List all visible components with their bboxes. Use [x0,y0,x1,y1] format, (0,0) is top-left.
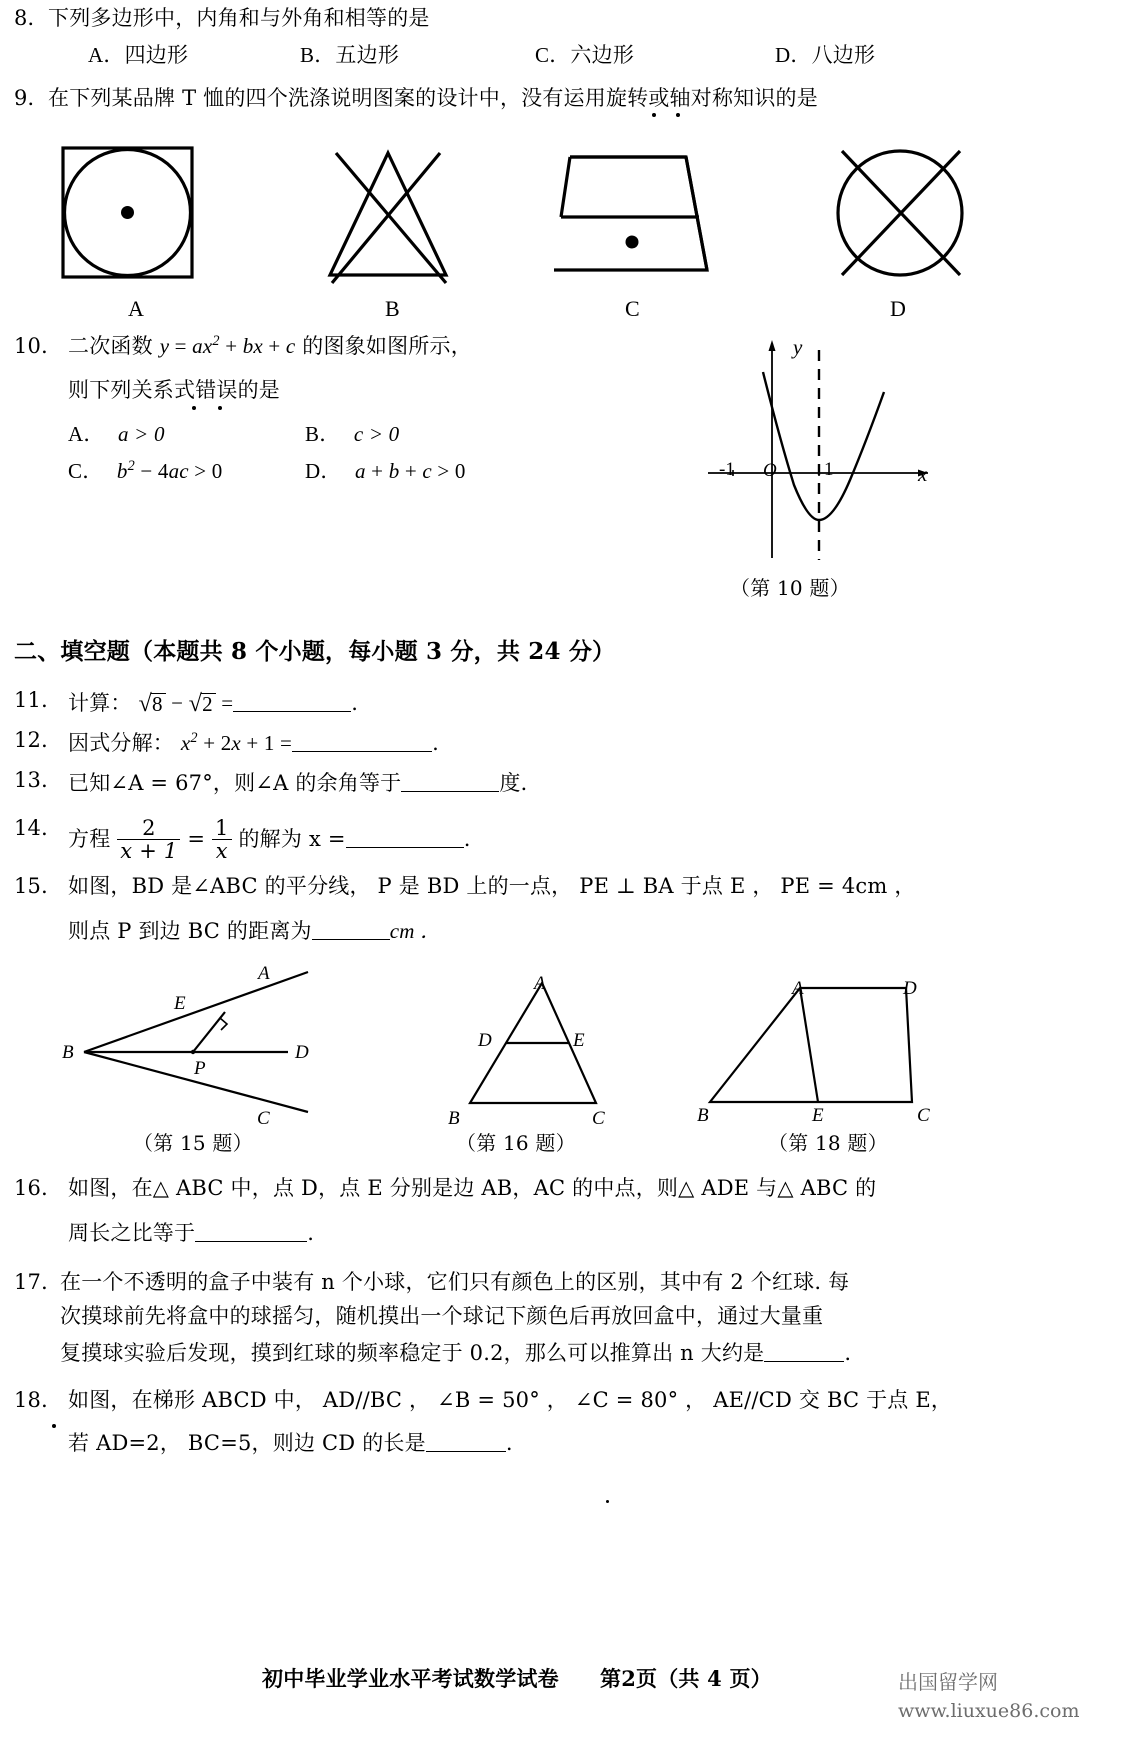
q18-figure-trapezoid [700,980,930,1125]
q13-text-post: 度． [499,771,542,795]
option-a-text: a > 0 [118,422,165,446]
q18-point-a: A [792,978,804,999]
q9-label-a: A [128,296,144,321]
option-b-text: c > 0 [353,422,400,446]
q10-origin-label: O [763,460,777,481]
emphasis-dot [52,1424,56,1428]
option-d-text: a + b + c > 0 [355,459,466,483]
question-15-number: 15． [14,874,63,898]
q11-suffix: . [351,691,359,715]
option-a-label: A． [88,43,125,67]
q15-point-p: P [194,1058,206,1079]
question-12-body [68,730,439,754]
q10-y-axis-label: y [793,335,803,359]
q13-text-pre: 已知∠A = 67°，则∠A 的余角等于 [68,771,402,795]
q15-point-a: A [258,963,270,984]
q14-text-post: . [463,827,471,852]
q11-answer-blank[interactable] [233,690,351,712]
question-8-option-d[interactable] [775,45,875,66]
watermark-url: www.liuxue86.com [898,1700,1080,1722]
q13-answer-blank[interactable] [401,770,499,792]
q16-point-d: D [478,1030,492,1051]
q9-label-d: D [890,296,906,321]
question-18-line2 [68,1430,513,1454]
q15-answer-blank[interactable] [312,918,390,940]
option-c-label: C． [535,43,571,67]
question-10-stem-line2: 则下列关系式错误的是 [68,378,280,402]
question-8-option-c[interactable] [535,45,634,66]
question-11-body [68,690,358,715]
q15-line2-post: cm ． [389,919,442,943]
q9-figure-d-circle-cross [830,143,970,283]
option-b-label: B． [300,43,336,67]
q15-line2-pre: 则点 P 到边 BC 的距离为 [68,919,312,943]
q10-x-axis-label: x [918,462,928,486]
q10-stem-post: 的图象如图所示， [295,334,472,358]
question-10-option-c[interactable] [68,458,223,483]
question-18-line1: 如图，在梯形 ABCD 中， AD//BC ， ∠B = 50° ， ∠C = 80° ， AE//CD 交 BC 于点 E， [68,1388,953,1412]
question-10-stem-line1 [68,333,472,358]
q10-tick-left-label: -1 [719,459,735,480]
q15-point-e: E [174,993,186,1014]
q15-point-b: B [62,1042,74,1063]
q16-point-c: C [592,1108,605,1129]
option-a-text: 四边形 [124,43,189,67]
question-9-stem: 在下列某品牌 T 恤的四个洗涤说明图案的设计中，没有运用旋转或轴对称知识的是 [48,86,818,110]
option-b-text: 五边形 [335,43,400,67]
q18-point-e: E [812,1105,824,1126]
q14-left-numerator: 2 [117,817,180,840]
question-8-option-a[interactable] [88,45,188,66]
question-8-option-b[interactable] [300,45,399,66]
q16-point-e: E [573,1030,585,1051]
q9-figure-a-square-circle [60,145,195,280]
watermark-brand: 出国留学网 [898,1670,998,1694]
q11-prefix: 计算： [68,691,132,715]
q18-point-d: D [903,978,917,999]
question-10-option-b[interactable] [305,424,399,445]
q16-point-b: B [448,1108,460,1129]
q18-answer-blank[interactable] [426,1430,506,1452]
q14-answer-blank[interactable] [346,826,464,848]
question-9-number: 9． [14,86,49,110]
question-10-number: 10． [14,334,63,358]
q12-expression: $x^2 + 2x + 1$ = [180,730,293,755]
question-10-option-a[interactable] [68,424,165,445]
q17-answer-blank[interactable] [764,1340,844,1362]
q15-point-d: D [295,1042,309,1063]
q16-line2-post: . [307,1221,315,1245]
question-10-option-d[interactable] [305,461,466,482]
q12-prefix: 因式分解： [68,731,174,755]
q15-figure-angle-bisector [70,960,330,1120]
option-a-label: A． [68,422,105,446]
option-c-text: $b^2 - 4ac > 0$ [116,458,223,483]
q10-parabola-graph [700,330,940,565]
q17-line3-post: . [844,1341,852,1365]
option-d-label: D． [775,43,812,67]
question-11-number: 11． [14,688,63,712]
option-d-label: D． [305,459,342,483]
q10-tick-right-label: 1 [824,459,834,480]
option-c-text: 六边形 [570,43,635,67]
q16-line2-pre: 周长之比等于 [68,1221,196,1245]
question-15-line2 [68,918,441,942]
option-c-label: C． [68,459,104,483]
q18-line2-post: . [505,1431,513,1455]
question-12-number: 12． [14,728,63,752]
q17-line3-pre: 复摸球实验后发现，摸到红球的频率稳定于 0.2，那么可以推算出 n 大约是 [60,1341,765,1365]
q10-formula: $y = ax^2$ + bx + c [159,333,296,358]
q14-equals: = [187,827,206,852]
question-16-line2 [68,1220,314,1244]
question-18-number: 18． [14,1388,63,1412]
q10-stem-pre: 二次函数 [68,334,160,358]
q18-figure-caption: （第 18 题） [768,1131,888,1155]
emphasis-dot [192,406,196,410]
question-17-number: 17． [14,1270,63,1294]
option-b-label: B． [305,422,341,446]
q10-figure-caption: （第 10 题） [730,576,850,600]
option-d-text: 八边形 [811,43,876,67]
q18-line2-pre: 若 AD=2， BC=5，则边 CD 的长是 [68,1431,426,1455]
q14-fraction-right [212,817,232,862]
emphasis-dot [676,113,680,117]
q9-label-b: B [385,296,400,321]
stray-mark [606,1500,609,1503]
emphasis-dot [218,406,222,410]
q16-point-a: A [534,973,546,994]
q16-figure-caption: （第 16 题） [456,1131,576,1155]
q15-figure-caption: （第 15 题） [133,1131,253,1155]
q15-point-c: C [257,1108,270,1129]
question-17-line1: 在一个不透明的盒子中装有 n 个小球，它们只有颜色上的区别，其中有 2 个红球. 每 [60,1270,850,1294]
footer-page-number: 第2页（共 4 页） [600,1666,772,1691]
question-16-line1: 如图，在△ ABC 中，点 D，点 E 分别是边 AB，AC 的中点，则△ ADE 与△ ABC 的 [68,1176,877,1200]
q11-expression: √8 − √2 = [138,690,234,717]
q9-figure-c-trapezoid-dot [552,152,712,277]
q14-text-mid: 的解为 x = [238,827,346,852]
q14-text-pre: 方程 [68,827,111,852]
question-8-stem: 下列多边形中，内角和与外角和相等的是 [48,6,430,30]
footer-title: 初中毕业学业水平考试数学试卷 [262,1666,559,1691]
q12-answer-blank[interactable] [292,730,432,752]
emphasis-dot [652,113,656,117]
question-13-number: 13． [14,768,63,792]
q14-fraction-left [117,817,180,862]
q9-figure-b-triangle-cross [318,145,458,285]
question-8-number: 8． [14,6,49,30]
question-17-line3 [60,1340,851,1364]
q18-point-b: B [697,1105,709,1126]
q18-point-c: C [917,1105,930,1126]
question-15-line1: 如图，BD 是∠ABC 的平分线， P 是 BD 上的一点， PE ⊥ BA 于点 E ， PE = 4cm ， [68,874,916,898]
q16-answer-blank[interactable] [195,1220,307,1242]
section-2-heading: 二、填空题（本题共 8 个小题，每小题 3 分，共 24 分） [14,638,616,665]
question-13-body [68,770,542,794]
q9-label-c: C [625,296,640,321]
q14-left-denominator: x + 1 [120,839,178,864]
question-14-number: 14． [14,816,63,840]
q12-suffix: . [432,731,439,755]
q14-right-numerator: 1 [212,817,232,840]
question-14-body [68,818,471,863]
q14-right-denominator: x [215,839,228,864]
question-17-line2: 次摸球前先将盒中的球摇匀，随机摸出一个球记下颜色后再放回盒中，通过大量重 [60,1304,824,1328]
question-16-number: 16． [14,1176,63,1200]
